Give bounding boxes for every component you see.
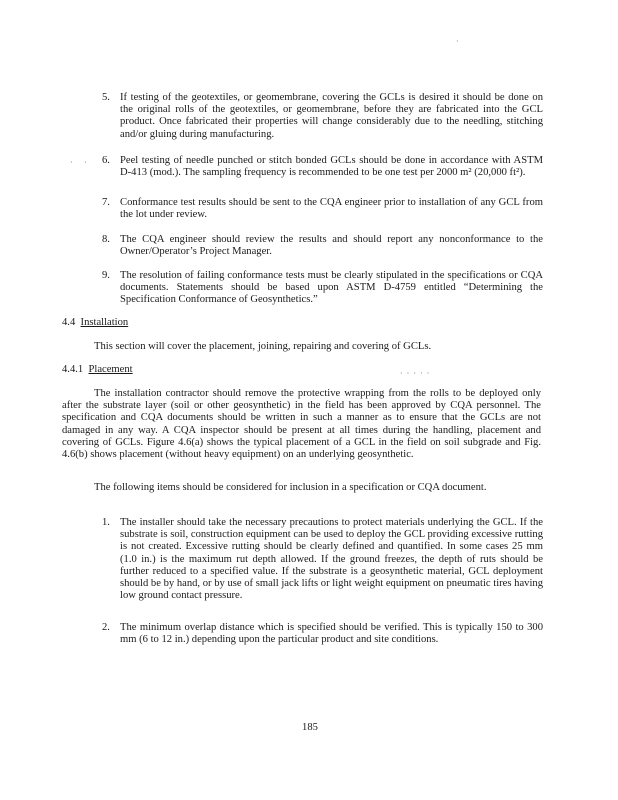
list-text: The resolution of failing conformance tests must be clearly stipulated in the specifications or CQA documents. Statements should be based upon ASTM D-4759 entitled “Determining the Specification Conformance of Geosynthetics.” — [120, 270, 543, 306]
body-paragraph: The installation contractor should remove the protective wrapping from the rolls to be deployed only after the substrate layer (soil or other geosynthetic) in the field has been approved by CQA personnel. The specification and CQA documents should be written in such a manner as to ensure that the GCLs are not damaged in any way. A CQA inspector should be present at all times during the handling, placement and covering of GCLs. Figure 4.6(a) shows the typical placement of a GCL in the field on soil subgrade and Fig. 4.6(b) shows placement (without heavy equipment) on an underlying geosynthetic. — [62, 388, 541, 461]
list-text: Conformance test results should be sent to the CQA engineer prior to installation of any GCL from the lot under review. — [120, 197, 543, 221]
list-number: 2. — [102, 622, 110, 633]
subsection-heading — [62, 364, 133, 376]
section-title: Installation — [80, 317, 129, 328]
list-number: 7. — [102, 197, 110, 208]
page-number: 185 — [302, 722, 318, 733]
scan-speck: · — [70, 158, 73, 167]
body-paragraph: The following items should be considered for inclusion in a specification or CQA document. — [94, 482, 487, 493]
scan-speck: ····· — [400, 369, 434, 378]
list-text: Peel testing of needle punched or stitch bonded GCLs should be done in accordance with ASTM D-413 (mod.). The sampling frequency is recommended to be one test per 2000 m² (20,000 ft²). — [120, 155, 543, 179]
list-number: 9. — [102, 270, 110, 281]
scan-speck: · — [456, 37, 459, 46]
subsection-title: Placement — [88, 364, 133, 375]
subsection-number: 4.4.1 — [62, 364, 84, 375]
list-text: The minimum overlap distance which is specified should be verified. This is typically 150 to 300 mm (6 to 12 in.) depending upon the particular product and site conditions. — [120, 622, 543, 646]
list-number: 8. — [102, 234, 110, 245]
section-intro: This section will cover the placement, joining, repairing and covering of GCLs. — [94, 341, 432, 352]
list-number: 6. — [102, 155, 110, 166]
list-text: The installer should take the necessary precautions to protect materials underlying the GCL. If the substrate is soil, construction equipment can be used to deploy the GCL providing excessive rutting is not created. Excessive rutting should be clearly defined and quantified. In some cases 25 mm (1.0 in.) is the maximum rut depth allowed. If the ground freezes, the depth of ruts should be further reduced to a specified value. If the substrate is a geosynthetic material, GCL deployment should be by hand, or by use of small jack lifts or light weight equipment on pneumatic tires having low ground contact pressure. — [120, 517, 543, 602]
list-number: 1. — [102, 517, 110, 528]
section-heading — [62, 317, 128, 329]
scan-speck: · — [84, 158, 87, 167]
section-number: 4.4 — [62, 317, 76, 328]
list-number: 5. — [102, 92, 110, 103]
list-text: If testing of the geotextiles, or geomembrane, covering the GCLs is desired it should be done on the original rolls of the geotextiles, or geomembrane, before they are fabricated into the GCL product. Once fabricated their properties will change considerably due to the needling, stitching and/or gluing during manufacturing. — [120, 92, 543, 140]
list-text: The CQA engineer should review the results and should report any nonconformance to the Owner/Operator’s Project Manager. — [120, 234, 543, 258]
